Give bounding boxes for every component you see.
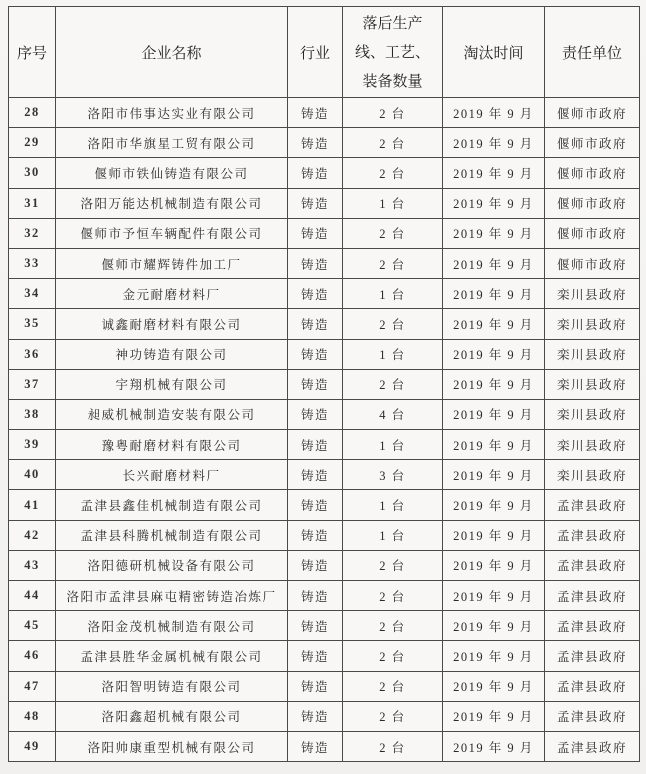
table-row	[9, 731, 640, 761]
row-index: 35	[9, 309, 56, 339]
table-row	[9, 248, 640, 278]
row-deadline: 2019 年 9 月	[443, 188, 545, 218]
row-responsible: 孟津县政府	[545, 641, 640, 671]
row-company: 洛阳市孟津县麻屯精密铸造冶炼厂	[56, 581, 288, 611]
row-deadline: 2019 年 9 月	[443, 671, 545, 701]
row-company: 洛阳鑫超机械有限公司	[56, 701, 288, 731]
row-responsible: 栾川县政府	[545, 309, 640, 339]
table-row	[9, 218, 640, 248]
row-company: 宇翔机械有限公司	[56, 369, 288, 399]
row-company: 豫粤耐磨材料有限公司	[56, 430, 288, 460]
row-equipment-count: 2 台	[343, 218, 443, 248]
row-deadline: 2019 年 9 月	[443, 158, 545, 188]
row-equipment-count: 2 台	[343, 158, 443, 188]
row-index: 36	[9, 339, 56, 369]
header-equipment-line2: 线、工艺、	[354, 42, 430, 61]
table-body	[9, 98, 640, 762]
row-company: 偃师市铁仙铸造有限公司	[56, 158, 288, 188]
row-equipment-count: 2 台	[343, 611, 443, 641]
row-industry: 铸造	[288, 460, 343, 490]
table-row	[9, 641, 640, 671]
row-industry: 铸造	[288, 98, 343, 128]
row-index: 40	[9, 460, 56, 490]
row-deadline: 2019 年 9 月	[443, 399, 545, 429]
row-company: 偃师市予恒车辆配件有限公司	[56, 218, 288, 248]
row-index: 45	[9, 611, 56, 641]
row-company: 孟津县胜华金属机械有限公司	[56, 641, 288, 671]
row-company: 诚鑫耐磨材料有限公司	[56, 309, 288, 339]
header-equipment-line1: 落后生产	[362, 13, 423, 32]
table-row	[9, 701, 640, 731]
row-company: 孟津县鑫佳机械制造有限公司	[56, 490, 288, 520]
row-index: 41	[9, 490, 56, 520]
row-industry: 铸造	[288, 641, 343, 671]
row-company: 洛阳智明铸造有限公司	[56, 671, 288, 701]
table-row	[9, 550, 640, 580]
table-row	[9, 188, 640, 218]
row-index: 29	[9, 128, 56, 158]
table-row	[9, 460, 640, 490]
row-equipment-count: 2 台	[343, 641, 443, 671]
row-equipment-count: 1 台	[343, 490, 443, 520]
row-responsible: 孟津县政府	[545, 701, 640, 731]
header-index: 序号	[9, 7, 56, 98]
row-company: 洛阳帅康重型机械有限公司	[56, 731, 288, 761]
row-deadline: 2019 年 9 月	[443, 550, 545, 580]
row-index: 48	[9, 701, 56, 731]
row-company: 洛阳市华旗星工贸有限公司	[56, 128, 288, 158]
header-equipment-count	[343, 7, 443, 98]
row-index: 34	[9, 279, 56, 309]
row-equipment-count: 1 台	[343, 520, 443, 550]
row-index: 49	[9, 731, 56, 761]
row-deadline: 2019 年 9 月	[443, 520, 545, 550]
row-deadline: 2019 年 9 月	[443, 641, 545, 671]
row-index: 33	[9, 248, 56, 278]
header-deadline: 淘汰时间	[443, 7, 545, 98]
row-responsible: 偃师市政府	[545, 98, 640, 128]
header-company: 企业名称	[56, 7, 288, 98]
row-industry: 铸造	[288, 158, 343, 188]
table-row	[9, 369, 640, 399]
table-row	[9, 158, 640, 188]
row-equipment-count: 2 台	[343, 701, 443, 731]
row-company: 洛阳万能达机械制造有限公司	[56, 188, 288, 218]
header-responsible: 责任单位	[545, 7, 640, 98]
row-company: 洛阳市伟事达实业有限公司	[56, 98, 288, 128]
row-responsible: 偃师市政府	[545, 158, 640, 188]
row-deadline: 2019 年 9 月	[443, 98, 545, 128]
row-index: 39	[9, 430, 56, 460]
row-index: 28	[9, 98, 56, 128]
row-responsible: 孟津县政府	[545, 611, 640, 641]
row-deadline: 2019 年 9 月	[443, 369, 545, 399]
row-deadline: 2019 年 9 月	[443, 279, 545, 309]
row-company: 金元耐磨材料厂	[56, 279, 288, 309]
row-equipment-count: 2 台	[343, 309, 443, 339]
row-deadline: 2019 年 9 月	[443, 309, 545, 339]
row-company: 神功铸造有限公司	[56, 339, 288, 369]
row-deadline: 2019 年 9 月	[443, 701, 545, 731]
table-row	[9, 128, 640, 158]
table-row	[9, 520, 640, 550]
row-company: 偃师市耀辉铸件加工厂	[56, 248, 288, 278]
row-equipment-count: 2 台	[343, 731, 443, 761]
table-row	[9, 671, 640, 701]
row-industry: 铸造	[288, 611, 343, 641]
table-row	[9, 279, 640, 309]
row-industry: 铸造	[288, 279, 343, 309]
row-industry: 铸造	[288, 581, 343, 611]
row-index: 44	[9, 581, 56, 611]
row-index: 32	[9, 218, 56, 248]
row-responsible: 孟津县政府	[545, 731, 640, 761]
row-equipment-count: 2 台	[343, 581, 443, 611]
row-company: 洛阳金茂机械制造有限公司	[56, 611, 288, 641]
row-industry: 铸造	[288, 550, 343, 580]
table-row	[9, 611, 640, 641]
row-equipment-count: 1 台	[343, 430, 443, 460]
elimination-table	[8, 6, 640, 762]
row-equipment-count: 2 台	[343, 550, 443, 580]
row-index: 31	[9, 188, 56, 218]
row-responsible: 孟津县政府	[545, 550, 640, 580]
row-deadline: 2019 年 9 月	[443, 460, 545, 490]
row-responsible: 偃师市政府	[545, 248, 640, 278]
row-industry: 铸造	[288, 128, 343, 158]
row-industry: 铸造	[288, 309, 343, 339]
row-industry: 铸造	[288, 430, 343, 460]
table-row	[9, 339, 640, 369]
row-industry: 铸造	[288, 490, 343, 520]
row-industry: 铸造	[288, 248, 343, 278]
row-equipment-count: 1 台	[343, 188, 443, 218]
row-industry: 铸造	[288, 701, 343, 731]
table-row	[9, 490, 640, 520]
row-industry: 铸造	[288, 731, 343, 761]
row-equipment-count: 2 台	[343, 98, 443, 128]
header-equipment-line3: 装备数量	[362, 71, 423, 90]
row-responsible: 栾川县政府	[545, 339, 640, 369]
row-responsible: 偃师市政府	[545, 218, 640, 248]
row-responsible: 孟津县政府	[545, 490, 640, 520]
table-row	[9, 309, 640, 339]
row-deadline: 2019 年 9 月	[443, 218, 545, 248]
row-industry: 铸造	[288, 671, 343, 701]
row-responsible: 偃师市政府	[545, 128, 640, 158]
row-industry: 铸造	[288, 188, 343, 218]
row-equipment-count: 1 台	[343, 339, 443, 369]
row-responsible: 栾川县政府	[545, 460, 640, 490]
row-equipment-count: 2 台	[343, 671, 443, 701]
row-responsible: 栾川县政府	[545, 279, 640, 309]
row-deadline: 2019 年 9 月	[443, 581, 545, 611]
row-index: 47	[9, 671, 56, 701]
row-deadline: 2019 年 9 月	[443, 248, 545, 278]
row-company: 昶威机械制造安装有限公司	[56, 399, 288, 429]
row-index: 42	[9, 520, 56, 550]
row-responsible: 栾川县政府	[545, 369, 640, 399]
row-responsible: 孟津县政府	[545, 671, 640, 701]
row-index: 43	[9, 550, 56, 580]
header-row	[9, 7, 640, 98]
row-industry: 铸造	[288, 369, 343, 399]
row-equipment-count: 4 台	[343, 399, 443, 429]
header-industry: 行业	[288, 7, 343, 98]
row-equipment-count: 2 台	[343, 369, 443, 399]
row-company: 孟津县科腾机械制造有限公司	[56, 520, 288, 550]
row-responsible: 栾川县政府	[545, 430, 640, 460]
row-industry: 铸造	[288, 218, 343, 248]
row-deadline: 2019 年 9 月	[443, 430, 545, 460]
row-deadline: 2019 年 9 月	[443, 339, 545, 369]
row-index: 38	[9, 399, 56, 429]
row-company: 长兴耐磨材料厂	[56, 460, 288, 490]
row-equipment-count: 2 台	[343, 128, 443, 158]
row-industry: 铸造	[288, 339, 343, 369]
row-equipment-count: 1 台	[343, 279, 443, 309]
row-deadline: 2019 年 9 月	[443, 731, 545, 761]
row-industry: 铸造	[288, 399, 343, 429]
row-index: 46	[9, 641, 56, 671]
row-equipment-count: 3 台	[343, 460, 443, 490]
row-industry: 铸造	[288, 520, 343, 550]
table-row	[9, 399, 640, 429]
row-company: 洛阳德研机械设备有限公司	[56, 550, 288, 580]
row-deadline: 2019 年 9 月	[443, 490, 545, 520]
row-responsible: 偃师市政府	[545, 188, 640, 218]
row-index: 37	[9, 369, 56, 399]
table-row	[9, 581, 640, 611]
table-row	[9, 430, 640, 460]
row-equipment-count: 2 台	[343, 248, 443, 278]
row-deadline: 2019 年 9 月	[443, 128, 545, 158]
row-deadline: 2019 年 9 月	[443, 611, 545, 641]
table-row	[9, 98, 640, 128]
row-index: 30	[9, 158, 56, 188]
row-responsible: 栾川县政府	[545, 399, 640, 429]
row-responsible: 孟津县政府	[545, 581, 640, 611]
row-responsible: 孟津县政府	[545, 520, 640, 550]
